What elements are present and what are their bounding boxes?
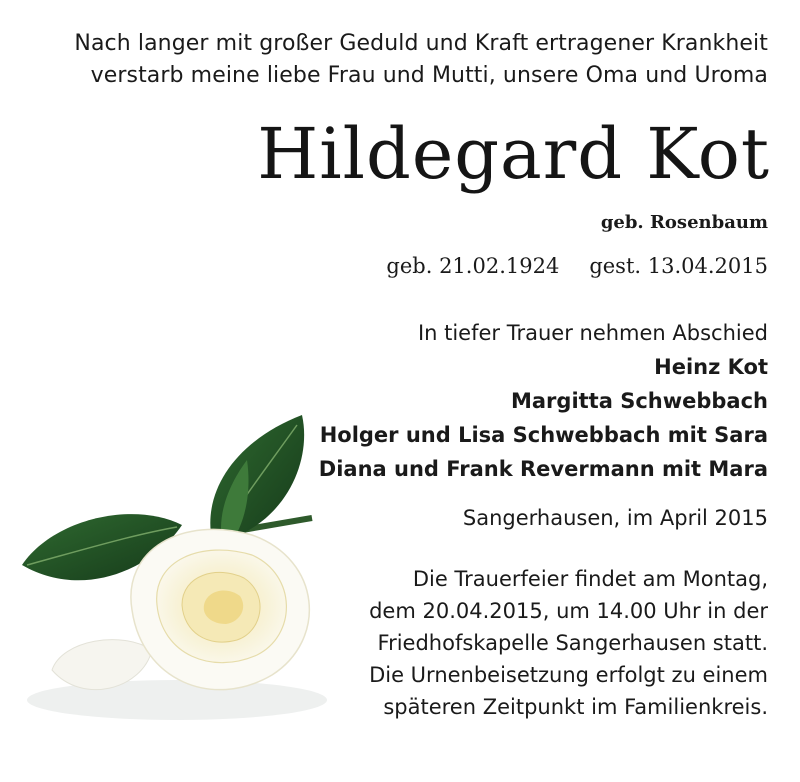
mourner-name: Holger und Lisa Schwebbach mit Sara xyxy=(319,423,768,447)
place-date: Sangerhausen, im April 2015 xyxy=(462,506,768,530)
life-dates xyxy=(386,254,768,278)
birth-date: geb. 21.02.1924 xyxy=(386,254,560,278)
mourner-name: Diana und Frank Revermann mit Mara xyxy=(318,457,768,481)
service-line: Friedhofskapelle Sangerhausen statt. xyxy=(377,631,768,655)
mourner-name: Margitta Schwebbach xyxy=(510,389,768,413)
intro-line: Nach langer mit großer Geduld und Kraft ertragener Krankheit xyxy=(74,31,768,56)
service-line: dem 20.04.2015, um 14.00 Uhr in der xyxy=(369,599,768,623)
birth-name: geb. Rosenbaum xyxy=(600,212,768,233)
rose-shadow xyxy=(27,680,327,720)
service-line: späteren Zeitpunkt im Familienkreis. xyxy=(383,695,768,719)
death-date: gest. 13.04.2015 xyxy=(589,254,768,278)
white-rose-image xyxy=(12,400,342,730)
intro-line: verstarb meine liebe Frau und Mutti, unsere Oma und Uroma xyxy=(90,63,768,88)
intro-text xyxy=(8,28,768,92)
rose-bloom xyxy=(131,529,309,689)
service-line: Die Trauerfeier findet am Montag, xyxy=(412,567,768,591)
service-info xyxy=(298,563,768,723)
mourner-name: Heinz Kot xyxy=(654,355,768,379)
deceased-name: Hildegard Kot xyxy=(257,113,770,195)
mourners-lead: In tiefer Trauer nehmen Abschied xyxy=(417,321,768,345)
service-line: Die Urnenbeisetzung erfolgt zu einem xyxy=(369,663,768,687)
